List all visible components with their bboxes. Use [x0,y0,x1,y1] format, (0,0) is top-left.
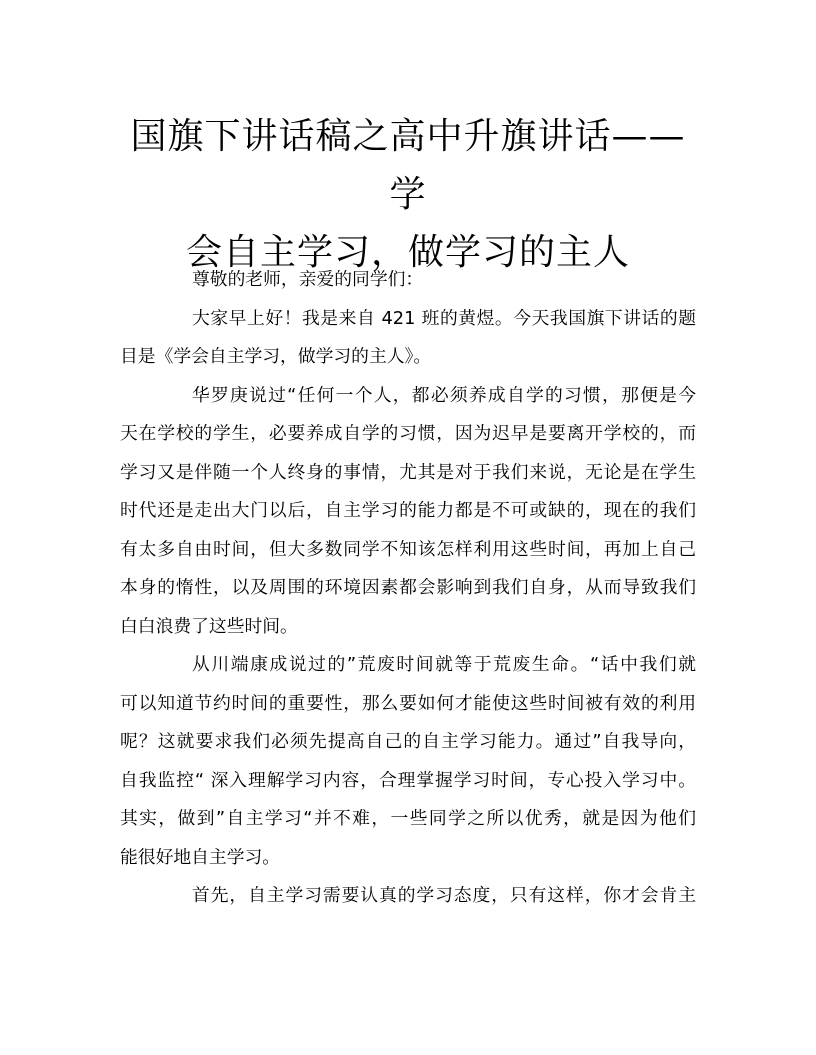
body-line: 白白浪费了这些时间。 [120,615,298,637]
title-line-2: 会自主学习，做学习的主人 [185,232,630,273]
body-line: 首先，自主学习需要认真的学习态度，只有这样，你才会肯主 [192,885,696,906]
document-body [120,261,696,916]
body-line: 从川端康成说过的”荒废时间就等于荒废生命。“话中我们就 [192,654,696,675]
body-line: 学习又是伴随一个人终身的事情，尤其是对于我们来说，无论是在学生 [120,461,696,483]
body-line: 自我监控“ 深入理解学习内容，合理掌握学习时间，专心投入学习中。 [120,769,696,791]
document-title [118,108,698,282]
body-line: 本身的惰性，以及周围的环境因素都会影响到我们自身，从而导致我们 [120,577,696,598]
body-line: 天在学校的学生，必要养成自学的习惯，因为迟早是要离开学校的，而 [120,423,696,444]
body-line: 可以知道节约时间的重要性，那么要如何才能使这些时间被有效的利用 [120,692,696,714]
body-line: 华罗庚说过“任何一个人，都必须养成自学的习惯，那便是今 [192,384,696,406]
body-line: 有太多自由时间，但大多数同学不知该怎样利用这些时间，再加上自己 [120,538,696,560]
body-line: 目是《学会自主学习，做学习的主人》。 [120,346,432,367]
body-line: 大家早上好！我是来自 421 班的黄煜。今天我国旗下讲话的题 [192,307,696,329]
body-line: 能很好地自主学习。 [120,846,281,868]
body-line: 其实，做到”自主学习“并不难，一些同学之所以优秀，就是因为他们 [120,808,696,829]
body-line: 尊敬的老师，亲爱的同学们： [192,269,424,290]
title-line-1: 国旗下讲话稿之高中升旗讲话——学 [130,116,686,215]
body-line: 时代还是走出大门以后，自主学习的能力都是不可或缺的，现在的我们 [120,500,696,521]
body-line: 呢？这就要求我们必须先提高自己的自主学习能力。通过”自我导向， [120,731,696,752]
